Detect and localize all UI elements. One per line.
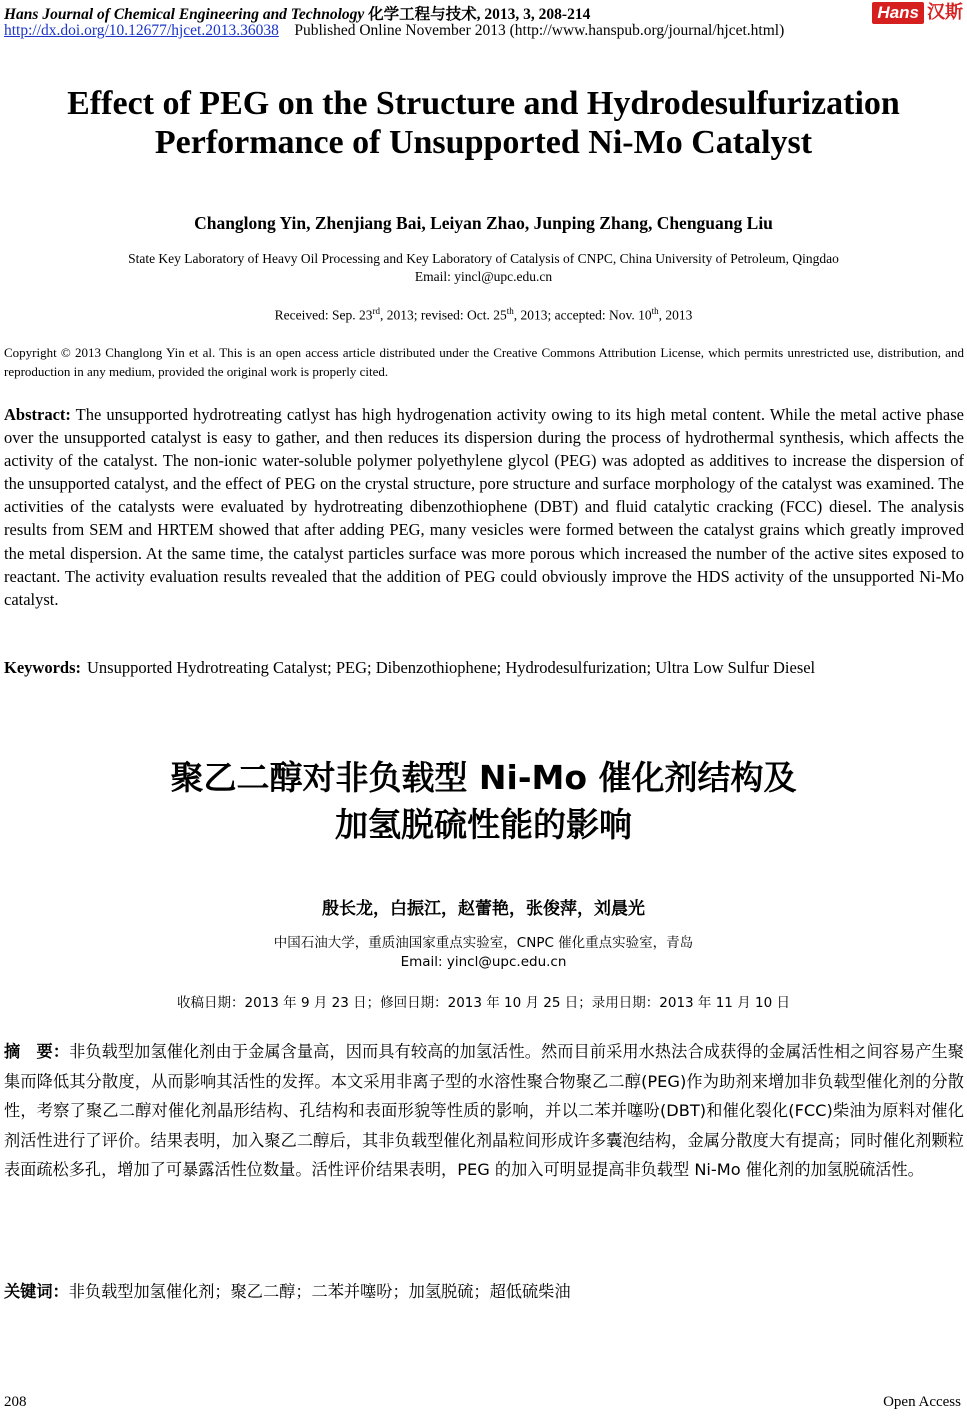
journal-name: Hans Journal of Chemical Engineering and Technology bbox=[4, 6, 365, 23]
doi-link[interactable]: http://dx.doi.org/10.12677/hjcet.2013.36038 bbox=[4, 22, 279, 39]
chinese-abstract-text: 非负载型加氢催化剂由于金属含量高，因而具有较高的加氢活性。然而目前采用水热法合成获得的金属活性相之间容易产生聚集而降低其分散度，从而影响其活性的发挥。本文采用非离子型的水溶性聚合物聚乙二醇(PEG)作为助剂来增加非负载型催化剂的分散性，考察了聚乙二醇对催化剂晶形结构、孔结构和表面形貌等性质的影响，并以二苯并噻吩(DBT)和催化裂化(FCC)柴油为原料对催化剂活性进行了评价。结果表明，加入聚乙二醇后，其非负载型催化剂晶粒间形成许多囊泡结构，金属分散度大有提高；同时催化剂颗粒表面疏松多孔，增加了可暴露活性位数量。活性评价结果表明，PEG 的加入可明显提高非负载型 Ni-Mo 催化剂的加氢脱硫活性。 bbox=[4, 1042, 964, 1179]
revised-suffix: th bbox=[506, 306, 514, 316]
english-abstract bbox=[4, 403, 964, 611]
accepted-suffix: th bbox=[651, 306, 659, 316]
revised-part: , 2013; revised: Oct. 25 bbox=[380, 307, 507, 323]
journal-issue: 化学工程与技术, 2013, 3, 208-214 bbox=[368, 6, 591, 23]
chinese-abstract-label: 摘 要： bbox=[4, 1042, 70, 1061]
hans-logo bbox=[872, 2, 963, 24]
english-affiliation bbox=[0, 250, 967, 286]
page-number: 208 bbox=[4, 1394, 27, 1410]
year-part: , 2013 bbox=[658, 307, 693, 323]
chinese-keywords-label: 关键词： bbox=[4, 1282, 69, 1301]
chinese-keywords bbox=[4, 1278, 964, 1302]
keywords-text: Unsupported Hydrotreating Catalyst; PEG; Dibenzothiophene; Hydrodesulfurization; Ultra Low Sulfur Diesel bbox=[87, 658, 816, 677]
abstract-label: Abstract: bbox=[4, 405, 71, 424]
english-received-dates bbox=[0, 306, 967, 324]
chinese-affiliation-text: 中国石油大学，重质油国家重点实验室，CNPC 催化重点实验室，青岛 bbox=[273, 935, 694, 951]
english-title-line-2: Performance of Unsupported Ni-Mo Catalyst bbox=[154, 124, 813, 161]
chinese-email-text: Email: yincl@upc.edu.cn bbox=[400, 954, 567, 970]
chinese-authors: 殷长龙，白振江，赵蕾艳，张俊萍，刘晨光 bbox=[322, 899, 645, 919]
doi-line bbox=[4, 22, 784, 40]
chinese-affiliation bbox=[0, 934, 967, 972]
chinese-abstract bbox=[4, 1037, 964, 1185]
logo-hans-text: Hans bbox=[872, 2, 924, 24]
accepted-part: , 2013; accepted: Nov. 10 bbox=[513, 307, 652, 323]
open-access-label: Open Access bbox=[883, 1394, 961, 1410]
affiliation-text: State Key Laboratory of Heavy Oil Processing and Key Laboratory of Catalysis of CNPC, China University of Petroleum, Qingdao bbox=[128, 251, 839, 266]
logo-cn-text: 汉斯 bbox=[927, 2, 963, 23]
journal-header bbox=[4, 2, 590, 24]
english-keywords bbox=[4, 656, 964, 679]
received-suffix: rd bbox=[372, 306, 380, 316]
chinese-title bbox=[0, 754, 967, 848]
chinese-keywords-text: 非负载型加氢催化剂；聚乙二醇；二苯并噻吩；加氢脱硫；超低硫柴油 bbox=[68, 1282, 571, 1301]
abstract-text: The unsupported hydrotreating catlyst has high hydrogenation activity owing to its high metal content. While the metal active phase over the unsupported catalyst is easy to gather, and then reduces its dispersion during the process of hydrothermal synthesis, which affects the activity of the catalyst. The non-ionic water-soluble polymer polyethylene glycol (PEG) was adopted as additives to increase the dispersion of the unsupported catalyst, and the effect of PEG on the crystal structure, pore structure and surface morphology of the catalyst was examined. The activities of the catalysts were evaluated by hydrotreating dibenzothiophene (DBT) and fluid catalytic cracking (FCC) diesel. The analysis results from SEM and HRTEM showed that after adding PEG, many vesicles were formed between the catalyst grains which greatly improved the metal dispersion. At the same time, the catalyst particles surface was more porous which increased the number of the active sites exposed to reactant. The activity evaluation results revealed that the addition of PEG could obviously improve the HDS activity of the unsupported Ni-Mo catalyst. bbox=[4, 405, 964, 609]
chinese-title-line-1: 聚乙二醇对非负载型 Ni-Mo 催化剂结构及 bbox=[170, 758, 797, 797]
english-title-line-1: Effect of PEG on the Structure and Hydrodesulfurization bbox=[67, 85, 900, 122]
copyright-notice: Copyright © 2013 Changlong Yin et al. This is an open access article distributed under the Creative Commons Attribution License, which permits unrestricted use, distribution, and reproduction in any medium, provided the original work is properly cited. bbox=[4, 345, 964, 379]
published-note: Published Online November 2013 (http://www.hanspub.org/journal/hjcet.html) bbox=[294, 22, 785, 39]
english-authors: Changlong Yin, Zhenjiang Bai, Leiyan Zhao, Junping Zhang, Chenguang Liu bbox=[194, 213, 773, 233]
english-title bbox=[0, 84, 967, 162]
keywords-label: Keywords: bbox=[4, 658, 81, 677]
chinese-received-dates: 收稿日期：2013 年 9 月 23 日；修回日期：2013 年 10 月 25 日；录用日期：2013 年 11 月 10 日 bbox=[177, 995, 790, 1011]
chinese-title-line-2: 加氢脱硫性能的影响 bbox=[335, 805, 632, 844]
received-part: Received: Sep. 23 bbox=[274, 307, 373, 323]
email-text: Email: yincl@upc.edu.cn bbox=[414, 269, 553, 284]
